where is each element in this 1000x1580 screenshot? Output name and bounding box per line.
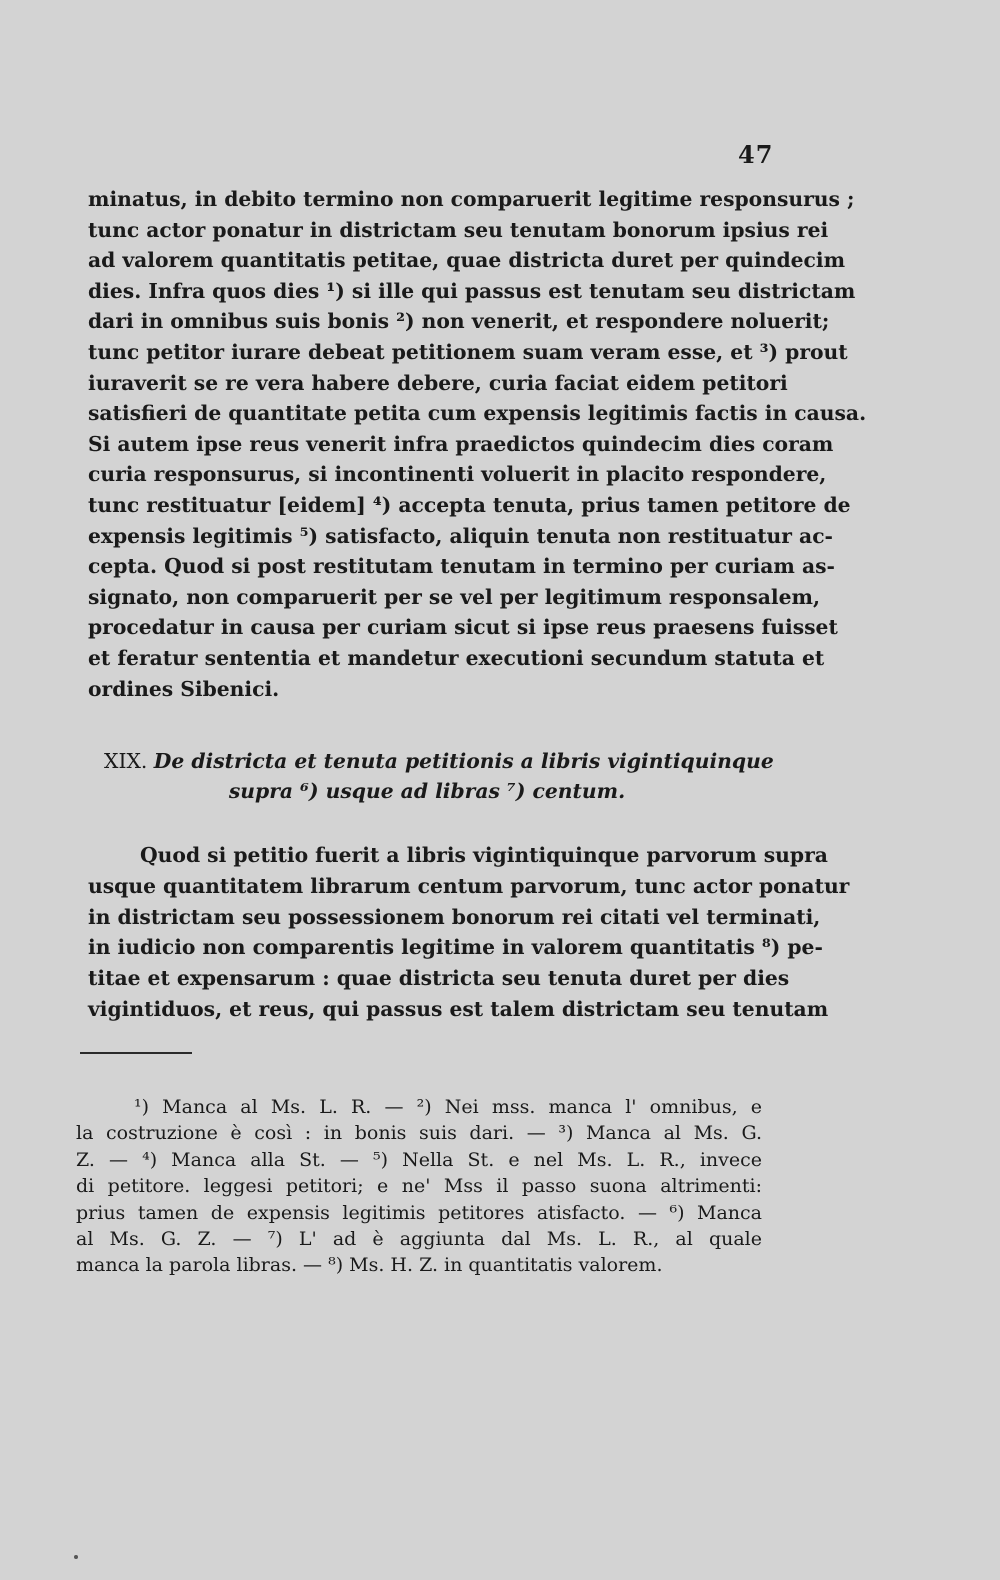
section-title-continued: supra ⁶) usque ad libras ⁷) centum. [228,779,626,803]
section-number: XIX. [104,749,148,773]
footnote-line: manca la parola libras. — ⁸) Ms. H. Z. in quantitatis valorem. [76,1254,663,1277]
footnote-line: Z. — ⁴) Manca alla St. — ⁵) Nella St. e nel Ms. L. R., invece [76,1148,762,1171]
text-line: cepta. Quod si post restitutam tenutam in termino per curiam as- [88,554,835,579]
text-line: procedatur in causa per curiam sicut si ipse reus praesens fuisset [88,615,838,640]
footnote-line: la costruzione è così : in bonis suis dari. — ³) Manca al Ms. G. [76,1122,762,1145]
footnote-line: di petitore. leggesi petitori; e ne' Mss il passo suona altrimenti: [76,1175,762,1198]
text-line: dies. Infra quos dies ¹) si ille qui passus est tenutam seu districtam [88,278,856,303]
text-line: Quod si petitio fuerit a libris vigintiquinque parvorum supra [140,843,828,867]
page-number: 47 [738,140,774,169]
text-line: in iudicio non comparentis legitime in valorem quantitatis ⁸) pe- [88,935,823,960]
text-line: ordines Sibenici. [88,676,280,701]
text-line: usque quantitatem librarum centum parvorum, tunc actor ponatur [88,873,850,898]
text-line: dari in omnibus suis bonis ²) non venerit, et respondere noluerit; [88,309,830,334]
text-line: satisfieri de quantitate petita cum expensis legitimis factis in causa. [88,401,867,426]
footnotes [76,1094,762,1279]
text-line: curia responsurus, si incontinenti voluerit in placito respondere, [88,462,827,487]
section-heading-line [88,746,774,776]
section-paragraph [88,840,850,1025]
text-line: tunc actor ponatur in districtam seu tenutam bonorum ipsius rei [88,217,829,242]
footnote-line: ¹) Manca al Ms. L. R. — ²) Nei mss. manca l' omnibus, e [134,1096,762,1118]
footnote-line: prius tamen de expensis legitimis petitores atisfacto. — ⁶) Manca [76,1201,762,1224]
text-line: ad valorem quantitatis petitae, quae districta duret per quindecim [88,248,846,273]
text-line: Si autem ipse reus venerit infra praedictos quindecim dies coram [88,431,834,456]
text-line: signato, non comparuerit per se vel per legitimum responsalem, [88,584,821,609]
page-speck [74,1555,78,1559]
text-line: et feratur sententia et mandetur executioni secundum statuta et [88,645,825,670]
text-line: tunc petitor iurare debeat petitionem suam veram esse, et ³) prout [88,339,848,364]
text-line: tunc restituatur [eidem] ⁴) accepta tenuta, prius tamen petitore de [88,492,851,517]
text-line: minatus, in debito termino non comparuerit legitime responsurus ; [88,187,855,211]
text-line: expensis legitimis ⁵) satisfacto, aliquin tenuta non restituatur ac- [88,523,833,548]
text-line: in districtam seu possessionem bonorum rei citati vel terminati, [88,904,821,929]
footnote-line: al Ms. G. Z. — ⁷) L' ad è aggiunta dal Ms. L. R., al quale [76,1227,762,1250]
body-paragraph [88,184,867,704]
section-title: De districta et tenuta petitionis a libris vigintiquinque [153,749,774,773]
text-line: vigintiduos, et reus, qui passus est talem districtam seu tenutam [88,996,829,1021]
section-heading [88,746,774,806]
text-line: iuraverit se re vera habere debere, curia faciat eidem petitori [88,370,788,395]
text-line: titae et expensarum : quae districta seu tenuta duret per dies [88,966,790,991]
footnote-divider [80,1052,192,1054]
